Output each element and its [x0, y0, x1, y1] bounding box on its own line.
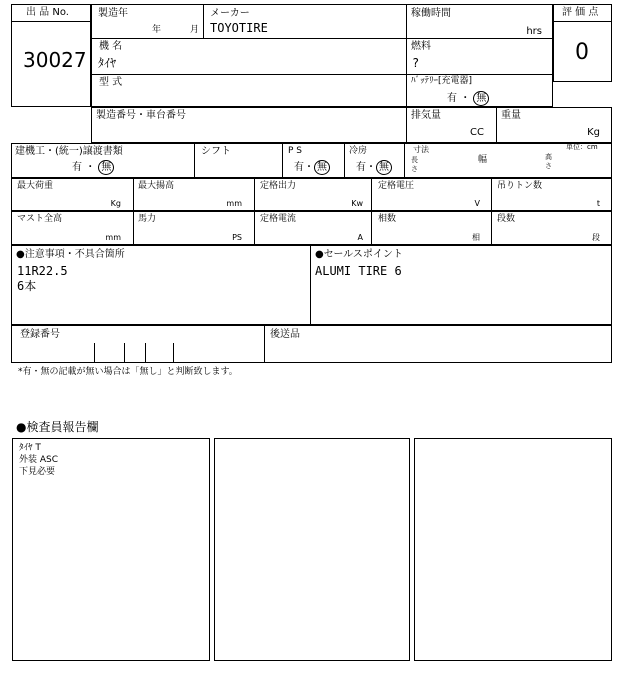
battery-choice: 有 ・ 無	[447, 91, 489, 106]
rated-current-label: 定格電流	[260, 214, 297, 224]
month-unit: 月	[190, 25, 200, 35]
inspector-box-2	[214, 438, 410, 661]
transfer-doc-choice: 有 ・ 無	[72, 160, 114, 175]
transfer-doc-label: 建機工・(統一)譲渡書類	[15, 146, 123, 157]
width-label: 幅	[478, 155, 488, 165]
maker-label: メーカー	[210, 8, 250, 19]
inspector-title: ●検査員報告欄	[16, 420, 99, 434]
type-label: 型 式	[99, 77, 123, 88]
rated-current-unit: A	[357, 233, 363, 242]
displacement-label: 排気量	[411, 110, 441, 121]
sales-point-text: ALUMI TIRE 6	[315, 264, 402, 278]
lift-ton-unit: t	[596, 199, 600, 208]
steps-label: 段数	[497, 214, 516, 224]
ps-choice: 有・ 無	[294, 160, 330, 175]
rated-voltage-label: 定格電圧	[378, 181, 415, 191]
dims-label: 寸法	[413, 145, 429, 154]
mast-height-label: マスト全高	[17, 214, 63, 224]
model-value: ﾀｲﾔ	[98, 56, 117, 70]
registration-row	[11, 325, 612, 363]
sales-point-label: ●セールスポイント	[315, 249, 403, 260]
caution-label: ●注意事項・不具合箇所	[16, 249, 125, 260]
weight-label: 重量	[501, 110, 521, 121]
dims-unit: 単位：cm	[566, 143, 598, 151]
score-label: 評 価 点	[562, 7, 599, 18]
battery-label: ﾊﾞｯﾃﾘｰ[充電器]	[411, 76, 473, 86]
caution-line-2: 6本	[17, 279, 37, 293]
rated-output-label: 定格出力	[260, 181, 297, 191]
registration-label: 登録番号	[20, 329, 60, 340]
lot-no: 30027	[23, 48, 87, 72]
fuel-value: ?	[412, 56, 420, 70]
horsepower-label: 馬力	[138, 214, 157, 224]
fuel-label: 燃料	[411, 41, 431, 52]
height-label: 高さ	[545, 153, 552, 170]
length-label: 長さ	[411, 156, 418, 173]
shipping-label: 後送品	[270, 329, 300, 340]
footnote: *有・無の記載が無い場合は「無し」と判断致します。	[18, 367, 238, 377]
year-label: 製造年	[98, 8, 128, 19]
ac-label: 冷房	[349, 146, 368, 156]
max-lift-unit: mm	[226, 199, 242, 208]
phase-unit: 相	[472, 233, 480, 242]
caution-line-1: 11R22.5	[17, 264, 68, 278]
rated-voltage-unit: V	[474, 199, 480, 208]
lot-no-label: 出 品 No.	[26, 7, 69, 18]
year-unit: 年	[152, 25, 162, 35]
score-value: 0	[575, 40, 589, 65]
shift-label: シフト	[201, 146, 231, 157]
mast-height-unit: mm	[105, 233, 121, 242]
hours-unit: hrs	[526, 26, 542, 37]
inspector-note-2: 外装 ASC	[19, 455, 59, 465]
displacement-unit: CC	[470, 127, 484, 138]
max-load-unit: Kg	[110, 199, 121, 208]
maker-value: TOYOTIRE	[210, 21, 268, 35]
model-label: 機 名	[99, 41, 123, 52]
inspector-note-1: ﾀｲﾔ T	[19, 443, 41, 453]
phase-label: 相数	[378, 214, 397, 224]
ps-label: P S	[288, 146, 303, 156]
inspector-box-3	[414, 438, 612, 661]
steps-unit: 段	[592, 233, 600, 242]
horsepower-unit: PS	[232, 233, 242, 242]
rated-output-unit: Kw	[351, 199, 363, 208]
max-lift-label: 最大揚高	[138, 181, 175, 191]
lift-ton-label: 吊りトン数	[497, 181, 543, 191]
max-load-label: 最大荷重	[17, 181, 54, 191]
serial-label: 製造番号・車台番号	[96, 110, 186, 121]
weight-unit: Kg	[587, 127, 600, 138]
ac-choice: 有・ 無	[356, 160, 392, 175]
hours-label: 稼働時間	[411, 8, 451, 19]
inspector-note-3: 下見必要	[19, 467, 56, 477]
